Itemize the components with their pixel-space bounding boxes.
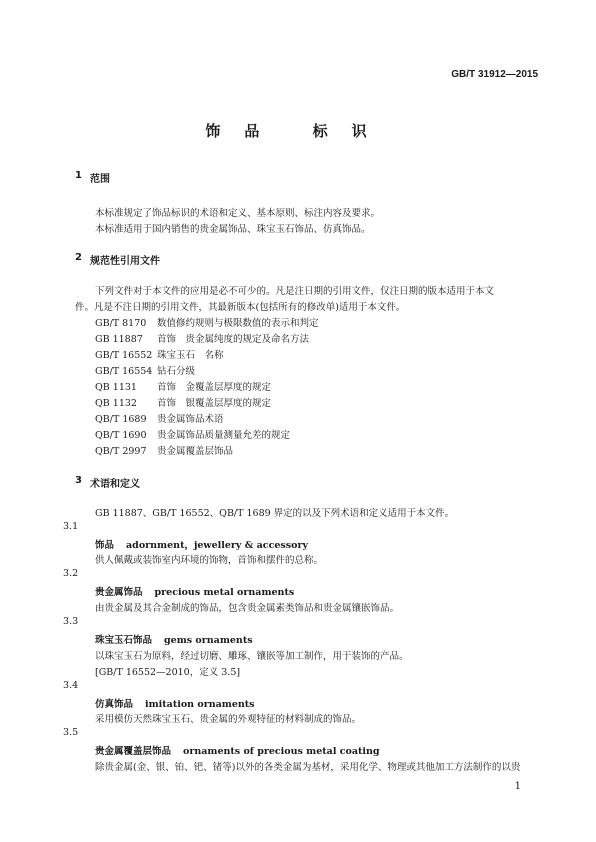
term-number: 3.4 [63,680,79,691]
term-definition: 采用模仿天然珠宝玉石、贵金属的外观特征的材料制成的饰品。 [95,714,362,725]
term-english: ornaments of precious metal coating [183,746,380,757]
term-definition: 以珠宝玉石为原料，经过切磨、雕琢、镶嵌等加工制作，用于装饰的产品。 [95,651,409,662]
term-chinese: 饰品 [95,540,115,551]
term-number: 3.2 [63,568,79,579]
standard-number: GB/T 31912—2015 [451,69,538,80]
reference-code: QB 1131 [95,382,137,393]
term-heading [95,696,255,710]
section-3-heading: 术语和定义 [90,479,140,490]
term-chinese: 贵金属覆盖层饰品 [95,746,172,757]
term-definition: 由贵金属及其合金制成的饰品，包含贵金属素类饰品和贵金属镶嵌饰品。 [95,603,400,614]
reference-title: 首饰 金覆盖层厚度的规定 [157,382,272,393]
term-english: gems ornaments [164,635,253,646]
section-2-intro-line: 下列文件对于本文件的应用是必不可少的。凡是注日期的引用文件，仅注日期的版本适用于本文 [95,286,495,297]
reference-item [95,443,233,457]
reference-title: 贵金属饰品术语 [157,414,224,425]
term-chinese: 珠宝玉石饰品 [95,635,153,646]
term-english: adornment，jewellery & accessory [126,540,308,551]
reference-item [95,395,271,409]
section-1-paragraph: 本标准适用于国内销售的贵金属饰品、珠宝玉石饰品、仿真饰品。 [95,224,371,235]
reference-item [95,331,309,345]
reference-code: QB/T 2997 [95,446,147,457]
term-heading [95,743,380,757]
section-2-number: 2 [75,252,82,263]
term-english: imitation ornaments [145,699,255,710]
reference-item [95,379,271,393]
reference-code: GB/T 8170 [95,318,147,329]
term-number: 3.3 [63,616,79,627]
reference-code: GB/T 16554 [95,366,153,377]
term-source-note: [GB/T 16552—2010，定义 3.5] [95,667,241,678]
section-1-number: 1 [75,170,82,181]
page-title: 饰品 标识 [205,122,391,140]
term-definition: 供人佩戴或装饰室内环境的饰物，首饰和摆件的总称。 [95,555,324,566]
reference-title: 珠宝玉石 名称 [157,350,224,361]
term-definition: 除贵金属(金、银、铂、钯、锗等)以外的各类金属为基材，采用化学、物理或其他加工方法制作的以贵 [95,762,521,773]
reference-code: GB 11887 [95,334,143,345]
reference-item [95,347,224,361]
reference-code: GB/T 16552 [95,350,153,361]
section-1-paragraph: 本标准规定了饰品标识的术语和定义、基本原则、标注内容及要求。 [95,208,381,219]
reference-code: QB/T 1689 [95,414,147,425]
section-1-heading: 范围 [90,174,110,185]
reference-code: QB/T 1690 [95,430,147,441]
reference-title: 贵金属饰品质量测量允差的规定 [157,430,291,441]
term-number: 3.1 [63,521,79,532]
reference-title: 贵金属覆盖层饰品 [157,446,234,457]
term-heading [95,584,294,598]
reference-item [95,363,195,377]
term-heading [95,537,308,551]
reference-title: 首饰 银覆盖层厚度的规定 [157,398,272,409]
section-2-intro-line: 件。凡是不注日期的引用文件，其最新版本(包括所有的修改单)适用于本文件。 [75,302,406,313]
term-number: 3.5 [63,727,79,738]
term-chinese: 仿真饰品 [95,699,134,710]
term-chinese: 贵金属饰品 [95,587,143,598]
reference-title: 数值修约规则与极限数值的表示和判定 [157,318,319,329]
term-heading [95,632,253,646]
reference-title: 钻石分级 [157,366,196,377]
section-2-heading: 规范性引用文件 [90,256,160,267]
reference-item [95,315,319,329]
section-3-intro: GB 11887、GB/T 16552、QB/T 1689 界定的以及下列术语和定义适用于本文件。 [95,508,455,519]
term-english: precious metal ornaments [154,587,295,598]
reference-code: QB 1132 [95,398,137,409]
section-3-number: 3 [75,475,82,486]
reference-item [95,427,290,441]
reference-item [95,411,224,425]
page-number: 1 [514,781,521,792]
reference-title: 首饰 贵金属纯度的规定及命名方法 [157,334,310,345]
